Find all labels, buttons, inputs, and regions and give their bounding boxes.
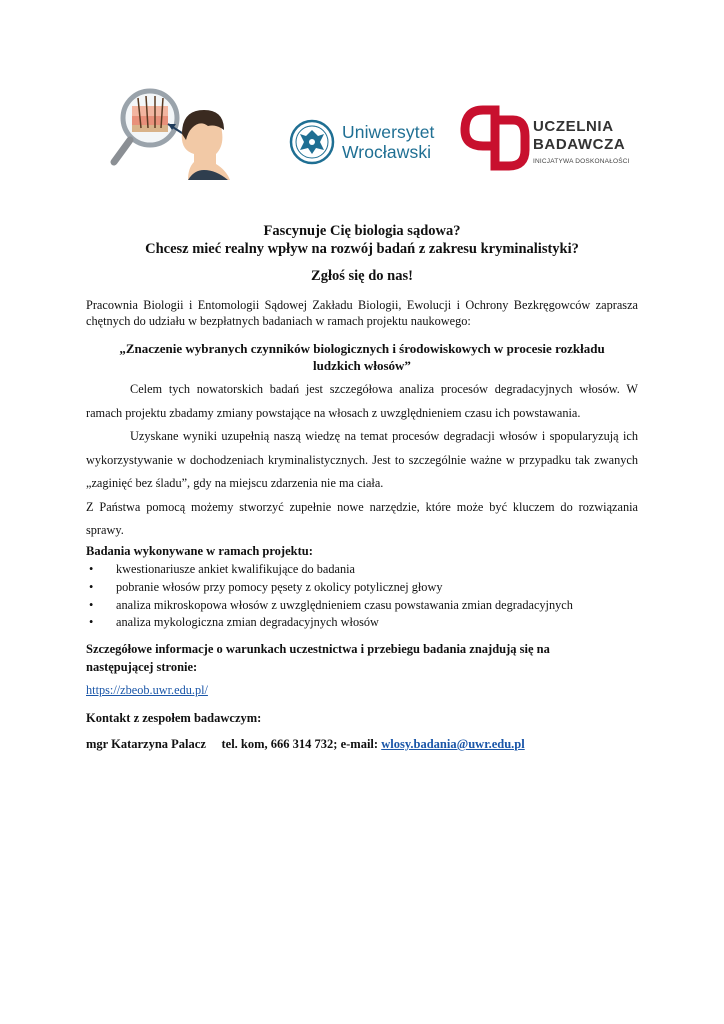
body-paragraph-results: Uzyskane wyniki uzupełnią naszą wiedzę na temat procesów degradacji włosów i spopularyzują ich wykorzystywanie w dochodzeniach kryminalistycznych. Jest to szczególnie ważne w przypadku tak zwanych „zaginięć bez śladu”, gdy na miejscu zdarzenia nie ma ciała. — [86, 429, 638, 490]
research-university-subtitle: INICJATYWA DOSKONAŁOŚCI — [533, 158, 630, 165]
research-university-title: UCZELNIA BADAWCZA — [533, 118, 626, 153]
details-info: Szczegółowe informacje o warunkach uczestnictwa i przebiegu badania znajdują się na następującej stronie: — [86, 642, 550, 674]
header-logos — [100, 78, 640, 188]
university-emblem-icon — [288, 118, 336, 166]
intro-paragraph: Pracownia Biologii i Entomologii Sądowej Zakładu Biologii, Ewolucji i Ochrony Bezkręgowców zaprasza chętnych do udziału w bezpłatnych badaniach w ramach projektu naukowego: — [86, 298, 638, 328]
call-to-action: Zgłoś się do nas! — [311, 268, 413, 284]
contact-name: mgr Katarzyna Palacz — [86, 737, 206, 751]
university-name: Uniwersytet Wrocławski — [342, 122, 435, 162]
body-paragraph-aim: Celem tych nowatorskich badań jest szczegółowa analiza procesów degradacyjnych włosów. W ramach projektu zbadamy zmiany powstające na włosach z uwzględnieniem czasu ich powstawania. — [86, 382, 638, 420]
body-paragraph-tool: Z Państwa pomocą możemy stworzyć zupełnie nowe narzędzie, które może być kluczem do rozwiązania sprawy. — [86, 499, 638, 537]
project-title: „Znaczenie wybranych czynników biologicznych i środowiskowych w procesie rozkładu ludzkich włosów” — [119, 341, 605, 373]
bullet-icon: • — [89, 579, 94, 594]
list-item: • kwestionariusze ankiet kwalifikujące do badania — [86, 561, 573, 579]
list-item: • analiza mykologiczna zmian degradacyjnych włosów — [86, 614, 573, 632]
list-item: • pobranie włosów przy pomocy pęsety z okolicy potylicznej głowy — [86, 579, 573, 597]
bullet-icon: • — [89, 562, 94, 576]
bullet-icon: • — [89, 597, 94, 612]
research-university-logo — [455, 96, 645, 174]
procedures-list — [86, 561, 573, 632]
body-text — [86, 378, 638, 543]
procedures-title: Badania wykonywane w ramach projektu: — [86, 544, 313, 558]
headline-line-1: Fascynuje Cię biologia sądowa? — [263, 223, 461, 239]
contact-email-link[interactable]: wlosy.badania@uwr.edu.pl — [381, 737, 525, 751]
bullet-icon: • — [89, 615, 94, 630]
website-link[interactable]: https://zbeob.uwr.edu.pl/ — [86, 683, 208, 697]
headline — [60, 222, 664, 258]
magnifier-head-illustration — [108, 84, 238, 184]
headline-line-2: Chcesz mieć realny wpływ na rozwój badań z zakresu kryminalistyki? — [145, 241, 579, 257]
contact-phone: tel. kom, 666 314 732; e-mail: — [221, 737, 379, 751]
research-university-mark-icon — [455, 96, 531, 174]
university-logo — [288, 118, 438, 168]
list-item: • analiza mikroskopowa włosów z uwzględnieniem czasu powstawania zmian degradacyjnych — [86, 597, 573, 615]
contact-title: Kontakt z zespołem badawczym: — [86, 711, 262, 725]
contact-line — [86, 737, 525, 752]
